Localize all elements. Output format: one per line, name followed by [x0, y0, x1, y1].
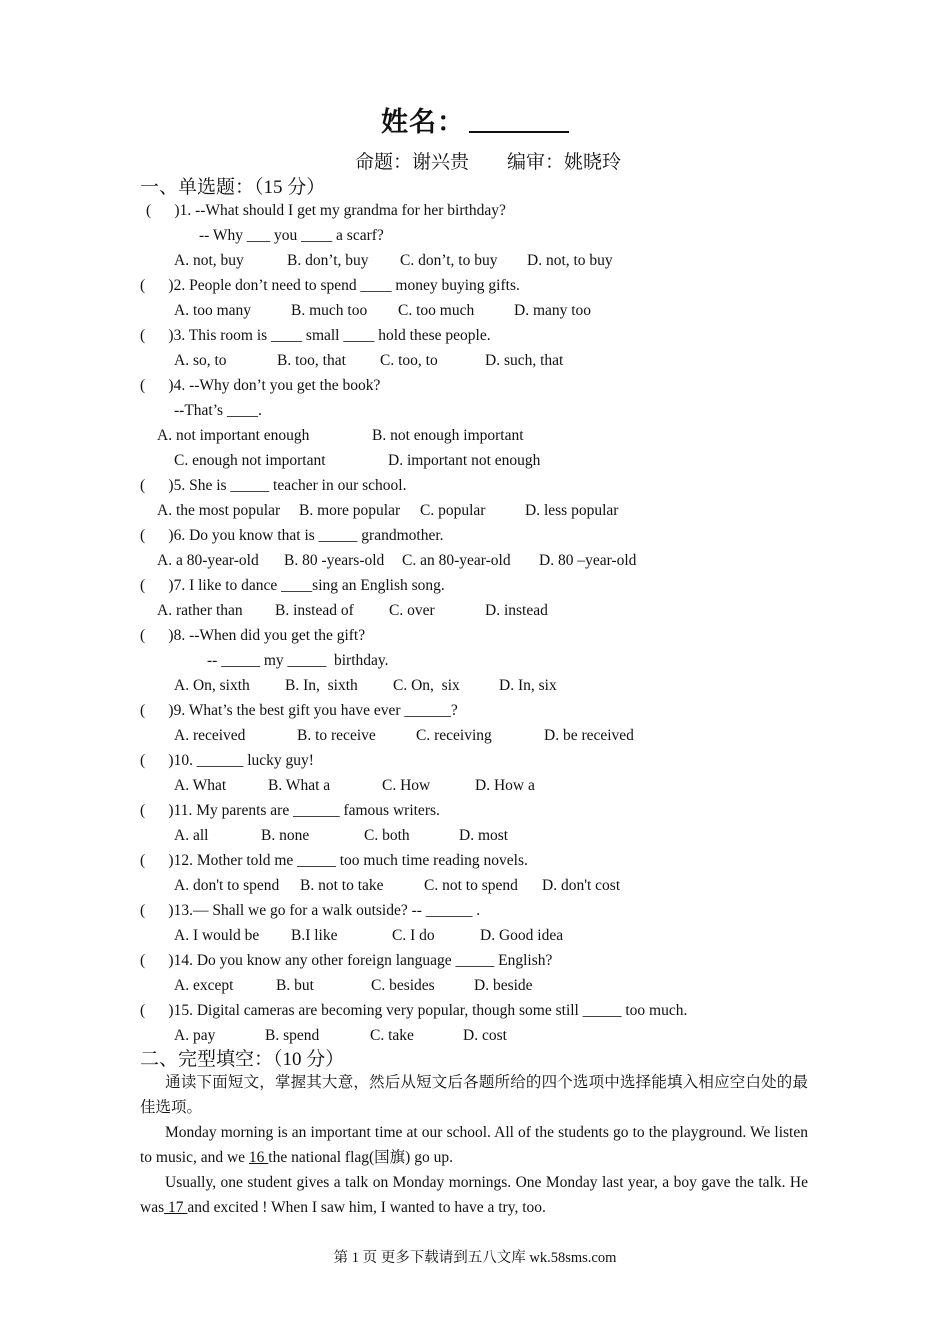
- option: A. What: [174, 777, 227, 794]
- option: A. don't to spend: [174, 877, 280, 894]
- question-stem: ( )1. --What should I get my grandma for her birthday?: [146, 202, 506, 219]
- option: D. 80 –year-old: [539, 552, 637, 569]
- option: D. How a: [475, 777, 535, 794]
- option: D. beside: [474, 977, 533, 994]
- option: A. rather than: [157, 602, 243, 619]
- option: C. enough not important: [174, 452, 326, 469]
- option: C. popular: [420, 502, 486, 519]
- question-stem: ( )8. --When did you get the gift?: [140, 627, 366, 644]
- instruction-paragraph: 通读下面短文，掌握其大意，然后从短文后各题所给的四个选项中选择能填入相应空白处的最佳选项。: [140, 1074, 808, 1116]
- question-stem-reply: --That’s ____.: [174, 402, 262, 419]
- option: C. too, to: [380, 352, 438, 369]
- authors-line: 命题：谢兴贵 编审：姚晓玲: [355, 152, 622, 173]
- question-stem-reply: -- Why ___ you ____ a scarf?: [199, 227, 384, 244]
- section1-heading: 一、单选题：（15 分）: [140, 177, 326, 198]
- option: C. over: [389, 602, 435, 619]
- option: D. cost: [463, 1027, 507, 1044]
- option: A. so, to: [174, 352, 227, 369]
- question-stem: ( )10. ______ lucky guy!: [140, 752, 314, 769]
- option: C. both: [364, 827, 410, 844]
- option: C. On, six: [393, 677, 460, 694]
- option: D. don't cost: [542, 877, 621, 894]
- option: C. besides: [371, 977, 435, 994]
- option: A. except: [174, 977, 234, 994]
- option: B. more popular: [299, 502, 401, 519]
- option: C. an 80-year-old: [402, 552, 511, 569]
- option: D. In, six: [499, 677, 557, 694]
- option: A. not, buy: [174, 252, 244, 269]
- option: B. none: [261, 827, 310, 844]
- option: A. all: [174, 827, 209, 844]
- question-stem: ( )6. Do you know that is _____ grandmother.: [140, 527, 444, 544]
- question-stem: ( )4. --Why don’t you get the book?: [140, 377, 381, 394]
- option: B. to receive: [297, 727, 376, 744]
- question-stem: ( )14. Do you know any other foreign language _____ English?: [140, 952, 553, 969]
- option: A. I would be: [174, 927, 260, 944]
- option: B. instead of: [275, 602, 354, 619]
- question-stem: ( )5. She is _____ teacher in our school.: [140, 477, 407, 494]
- question-stem: ( )12. Mother told me _____ too much time reading novels.: [140, 852, 528, 869]
- passage-paragraph-2: Usually, one student gives a talk on Monday mornings. One Monday last year, a boy gave the talk. He was 17 and excited ! When I saw him, I wanted to have a try, too.: [140, 1174, 808, 1216]
- option: D. most: [459, 827, 509, 844]
- option: D. such, that: [485, 352, 564, 369]
- question-stem: ( )7. I like to dance ____sing an English song.: [140, 577, 445, 594]
- option: C. too much: [398, 302, 475, 319]
- option: B. In, sixth: [285, 677, 358, 694]
- option: A. received: [174, 727, 246, 744]
- name-blank[interactable]: [469, 105, 569, 133]
- option: C. receiving: [416, 727, 492, 744]
- option: B. but: [276, 977, 314, 994]
- question-stem: ( )9. What’s the best gift you have ever ______?: [140, 702, 458, 719]
- question-stem: ( )11. My parents are ______ famous writers.: [140, 802, 440, 819]
- option: B. spend: [265, 1027, 320, 1044]
- option: D. many too: [514, 302, 592, 319]
- option: C. take: [370, 1027, 414, 1044]
- option: B. not enough important: [372, 427, 524, 444]
- option: A. too many: [174, 302, 252, 319]
- page-footer: 第 1 页 更多下载请到五八文库 wk.58sms.com: [333, 1250, 617, 1266]
- option: D. not, to buy: [527, 252, 613, 269]
- option: B. 80 -years-old: [284, 552, 385, 569]
- question-stem: ( )2. People don’t need to spend ____ money buying gifts.: [140, 277, 520, 294]
- option: D. Good idea: [480, 927, 564, 944]
- option: D. instead: [485, 602, 548, 619]
- option: D. be received: [544, 727, 634, 744]
- option: A. a 80-year-old: [157, 552, 259, 569]
- option: B. too, that: [277, 352, 346, 369]
- option: A. On, sixth: [174, 677, 250, 694]
- option: D. less popular: [525, 502, 619, 519]
- option: B. don’t, buy: [287, 252, 369, 269]
- option: B. much too: [291, 302, 368, 319]
- option: C. How: [382, 777, 431, 794]
- option: B.I like: [291, 927, 338, 944]
- section2-heading: 二、完型填空：（10 分）: [140, 1049, 345, 1070]
- option: C. don’t, to buy: [400, 252, 498, 269]
- passage-paragraph-1: Monday morning is an important time at our school. All of the students go to the playground. We listen to music, and we 16 the national flag(国旗) go up.: [140, 1124, 808, 1166]
- blank-16: 16: [248, 1149, 269, 1166]
- question-stem-reply: -- _____ my _____ birthday.: [207, 652, 389, 669]
- option: C. I do: [392, 927, 435, 944]
- option: B. What a: [268, 777, 331, 794]
- option: A. the most popular: [157, 502, 281, 519]
- option: A. pay: [174, 1027, 216, 1044]
- option: B. not to take: [300, 877, 384, 894]
- question-stem: ( )3. This room is ____ small ____ hold these people.: [140, 327, 491, 344]
- question-stem: ( )13.— Shall we go for a walk outside? -- ______ .: [140, 902, 481, 919]
- blank-17: 17: [164, 1199, 188, 1216]
- page-title: 姓名：: [0, 100, 950, 139]
- question-stem: ( )15. Digital cameras are becoming very popular, though some still _____ too much.: [140, 1002, 688, 1019]
- option: A. not important enough: [157, 427, 310, 444]
- option: C. not to spend: [424, 877, 518, 894]
- option: D. important not enough: [388, 452, 541, 469]
